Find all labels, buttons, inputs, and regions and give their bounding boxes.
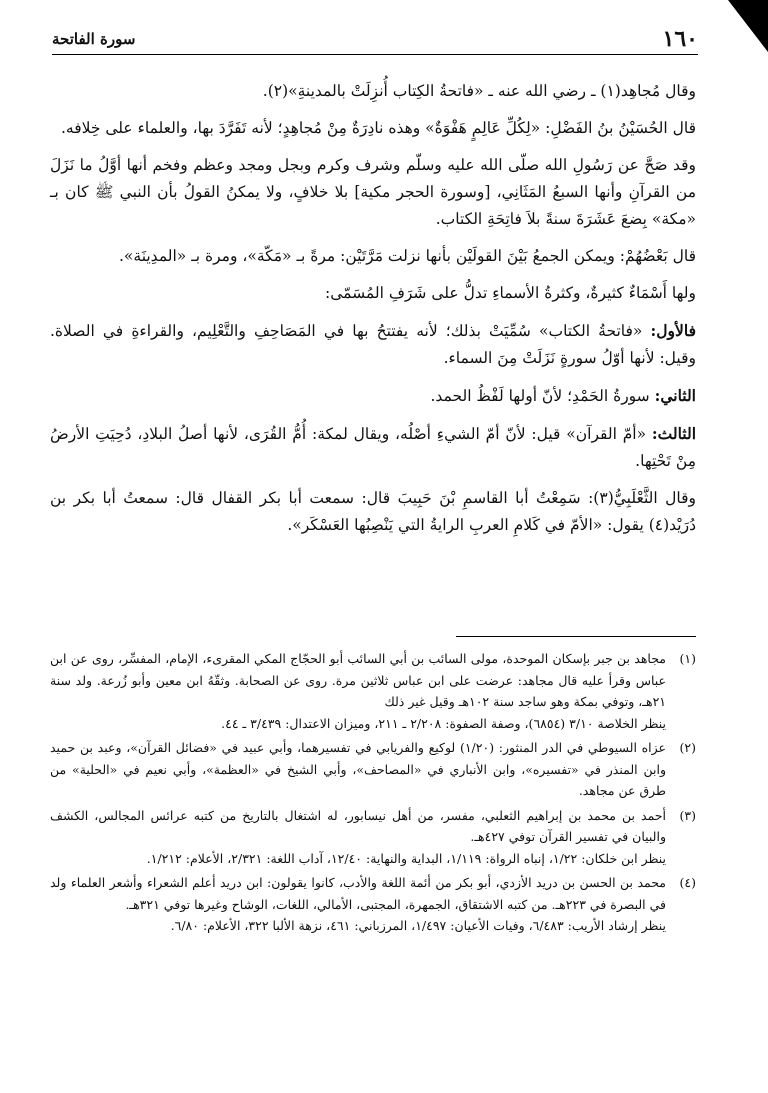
page-number: ١٦٠ xyxy=(662,26,698,52)
third-name-text: «أمّ القرآن» قيل: لأنّ أمّ الشيءِ أصْلُه، ويقال لمكة: أُمُّ القُرَى، لأنها أصلُ البلادِ، دُحِيَتِ الأرضُ مِنْ تَحْتِها. xyxy=(50,425,696,470)
paragraph-first-name xyxy=(50,317,696,372)
paragraph-sahha: وقد صَحَّ عن رَسُولِ الله صلّى الله عليه وسلّم وشرف وكرم وبجل ومجد وعظم وفخم أنها أوَّلُ ما نَزَلَ من القرآنِ وأنها السبعُ المَثَانِي، [وسورة الحجر مكية] بلا خلافٍ، ولا يمكنُ القولُ بأن النبي ﷺ كان بـ «مكة» بِضعَ عَشَرَةَ سنةً بلاَ فاتِحَةِ الكتاب. xyxy=(50,156,696,228)
paragraph-thalabi: وقال الثَّعْلَبِيُّ(٣): سَمِعْتُ أبا القاسمِ بْنَ حَبِيبَ قال: سمعت أبا بكر القفال قال: سمعتُ أبا بكر بن دُرَيْد(٤) يقول: «الأمّ في كَلامِ العربِ الرايةُ التي يَنْصِبُها العَسْكَر». xyxy=(50,489,696,534)
paragraph-names: ولها أَسْمَاءٌ كثيرةٌ، وكثرةُ الأسماءِ تدلُّ على شَرَفِ المُسَمّى: xyxy=(324,284,696,302)
footnote-text: أحمد بن محمد بن إبراهيم الثعلبي، مفسر، من أهل نيسابور، له اشتغال بالتاريخ من كتبه عرائس المجالس، الكشف والبيان في تفسير القرآن توفي ٤٢٧هـ. xyxy=(50,807,666,844)
footnote-text: مجاهد بن جبر بإسكان الموحدة، مولى السائب بن أبي السائب أبو الحجّاج المكي المقرىء، الإمام، المفسِّر، روى عن ابن عباس وقرأ عليه قال مجاهد: عرضت على ابن عباس ثلاثين مرة. روى عن الصحابة. وثقّهُ ابن معين وأبو زُرعة. ولد سنة ٢١هـ، وتوفي بمكة وهو ساجد سنة ١٠٢هـ وقيل غير ذلك xyxy=(50,651,666,709)
second-name-text: سورةُ الحَمْدِ؛ لأنّ أولها لَفْظُ الحمد. xyxy=(430,387,650,405)
footnote-4 xyxy=(50,872,696,937)
footnote-reference: ينظر إرشاد الأريب: ٦/٤٨٣، وفيات الأعيان: ١/٤٩٧، المرزباني: ٤٦١، نزهة الألبا ٣٢٢، الأعلام: ٦/٨٠. xyxy=(170,918,666,933)
paragraph-jam: قال بَعْضُهُمْ: ويمكن الجمعُ بَيْنَ القولَيْن بأنها نزلت مَرَّتَيْن: مرةً بـ «مَكّة»، ومرة بـ «المدِينَة». xyxy=(118,247,696,265)
footnote-reference: ينظر الخلاصة ٣/١٠ (٦٨٥٤)، وصفة الصفوة: ٢/٢٠٨ ـ ٢١١، وميزان الاعتدال: ٣/٤٣٩ ـ ٤٤. xyxy=(221,715,666,731)
footnote-number: (١) xyxy=(679,651,696,666)
footnote-text: عزاه السيوطي في الدر المنثور: (١/٢٠) لوكيع والفريابي في تفسيرهما، وأبي عبيد في «فضائل القرآن»، وعبد بن حميد وابن المنذر في «تفسيره»، وابن الأنباري في «المصاحف»، وأبي الشيخ في «العظمة»، وأبي نعيم في «الحلية» من طرق عن مجاهد. xyxy=(50,740,666,798)
footnote-2 xyxy=(50,737,696,802)
page-corner-mark xyxy=(728,0,768,52)
footnote-separator xyxy=(456,636,696,637)
footnote-number: (٣) xyxy=(679,807,696,823)
first-name-text: «فاتحةُ الكتاب» سُمِّيَتْ بذلك؛ لأنه يفتتحُ بها في المَصَاحِفِ والتَّعْلِيم، والقراءةِ في الصلاة. وقيل: لأنها أوّلُ سورةٍ نَزَلَتْ مِنَ السماء. xyxy=(50,322,696,367)
footnote-text: محمد بن الحسن بن دريد الأزدي، أبو بكر من أئمة اللغة والأدب، كانوا يقولون: ابن دريد أعلم الشعراء وأشعر العلماء ولد في البصرة في ٢٢٣هـ. من كتبه الاشتقاق، الجمهرة، المجتبى، الأمالي، اللغات، الوشاح وغيرها توفي ٣٢١هـ. xyxy=(50,875,666,912)
surah-title: سورة الفاتحة xyxy=(52,30,136,48)
footnote-number: (٢) xyxy=(679,740,696,755)
footnotes xyxy=(50,648,696,940)
paragraph-second-name xyxy=(50,382,696,410)
first-name-label: فالأول: xyxy=(650,321,696,340)
footnote-1 xyxy=(50,648,696,734)
second-name-label: الثاني: xyxy=(654,386,696,405)
main-text xyxy=(50,78,696,549)
paragraph-third-name xyxy=(50,420,696,475)
paragraph-mujahid: وقال مُجاهِد(١) ـ رضي الله عنه ـ «فاتحةُ الكِتاب أُنزِلَتْ بالمدينةِ»(٢). xyxy=(262,82,696,100)
footnote-3 xyxy=(50,805,696,870)
footnote-number: (٤) xyxy=(679,875,696,890)
footnote-reference: ينظر ابن خلكان: ١/٢٢، إنباه الرواة: ١/١١٩، البداية والنهاية: ١٢/٤٠، آداب اللغة: ٢/٣٢١، الأعلام: ١/٢١٢. xyxy=(146,850,666,866)
third-name-label: الثالث: xyxy=(651,424,696,443)
paragraph-husayn: قال الحُسَيْنُ بنُ الفَضْلِ: «لِكُلِّ عَالِمٍ هَفْوَةٌ» وهذه نادِرَةٌ مِنْ مُجاهِدٍ؛ لأنه تَفَرَّدَ بها، والعلماء على خِلافه. xyxy=(60,119,696,137)
running-header xyxy=(52,28,698,55)
